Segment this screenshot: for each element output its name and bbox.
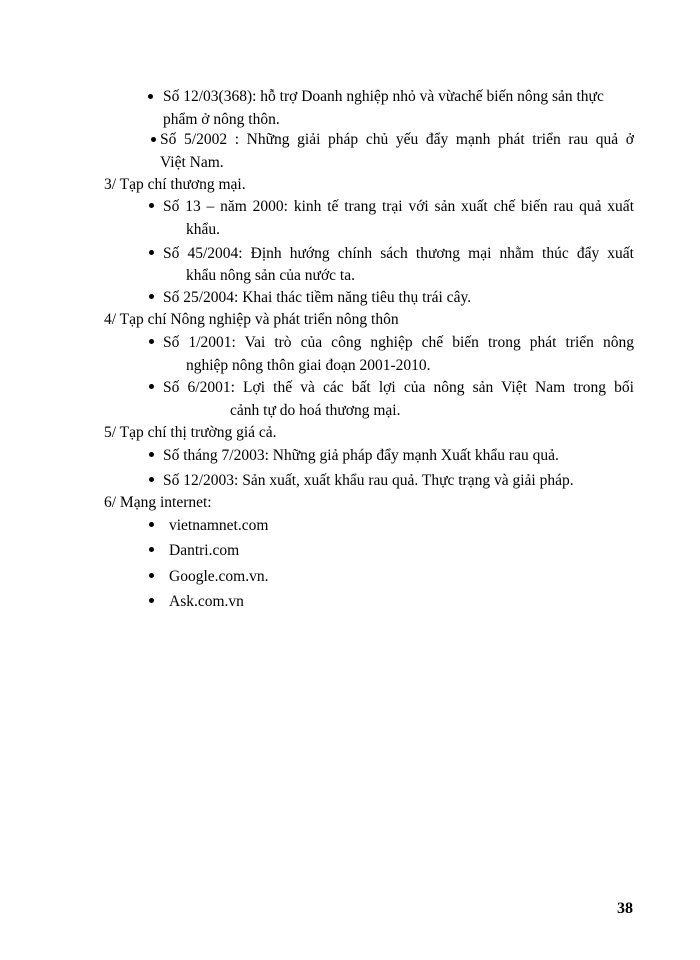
reference-item-line1: Số 25/2004: Khai thác tiềm năng tiêu thụ trái cây. [163, 289, 472, 306]
reference-item-line1: Số 13 – năm 2000: kinh tế trang trại với sản xuất chế biến rau quả xuất [163, 198, 634, 215]
reference-item-line1: Số 6/2001: Lợi thế và các bất lợi của nông sản Việt Nam trong bối [163, 379, 634, 396]
bullet-icon [149, 547, 154, 552]
bullet-icon [151, 137, 156, 142]
website-link: Google.com.vn. [169, 568, 269, 585]
reference-item-line2: khẩu. [186, 221, 221, 238]
bullet-icon [149, 384, 154, 389]
bullet-icon [149, 203, 154, 208]
reference-item-line1: Số 1/2001: Vai trò của công nghiệp chế biến trong phát triển nông [163, 334, 634, 351]
bullet-icon [149, 573, 154, 578]
bullet-icon [149, 339, 154, 344]
reference-item-line2: khẩu nông sản của nước ta. [186, 267, 355, 284]
bullet-icon [149, 598, 154, 603]
bullet-icon [149, 294, 154, 299]
bullet-icon [149, 452, 154, 457]
reference-item-line1: Số 5/2002 : Những giải pháp chủ yếu đẩy mạnh phát triển rau quả ở [160, 131, 634, 148]
reference-item-line2: nghiệp nông thôn giai đoạn 2001-2010. [186, 357, 431, 374]
bullet-icon [149, 522, 154, 527]
reference-item-line2: cảnh tự do hoá thương mại. [230, 402, 401, 419]
page-number: 38 [617, 900, 633, 917]
reference-item-line1: Số tháng 7/2003: Những giả pháp đẩy mạnh Xuất khẩu rau quả. [163, 447, 559, 464]
website-link: Dantri.com [169, 542, 240, 559]
bullet-icon [149, 477, 154, 482]
reference-item-line1: Số 12/2003: Sản xuất, xuất khẩu rau quả. Thực trạng và giải pháp. [163, 472, 574, 489]
section-heading: 4/ Tạp chí Nông nghiệp và phát triển nông thôn [104, 311, 399, 328]
bullet-icon [149, 250, 154, 255]
section-heading: 5/ Tạp chí thị trường giá cả. [104, 424, 277, 441]
reference-item-line1: Số 45/2004: Định hướng chính sách thương mại nhằm thúc đẩy xuất [163, 245, 634, 262]
reference-item-line1: Số 12/03(368): hỗ trợ Doanh nghiệp nhỏ và vừachế biến nông sản thực [163, 88, 604, 105]
reference-item-line2: phẩm ở nông thôn. [163, 111, 280, 128]
reference-item-line2: Việt Nam. [160, 154, 224, 171]
section-heading: 3/ Tạp chí thương mại. [104, 176, 246, 193]
website-link: vietnamnet.com [169, 517, 269, 534]
section-heading: 6/ Mạng internet: [104, 494, 212, 511]
bullet-icon [148, 94, 153, 99]
website-link: Ask.com.vn [169, 593, 244, 610]
